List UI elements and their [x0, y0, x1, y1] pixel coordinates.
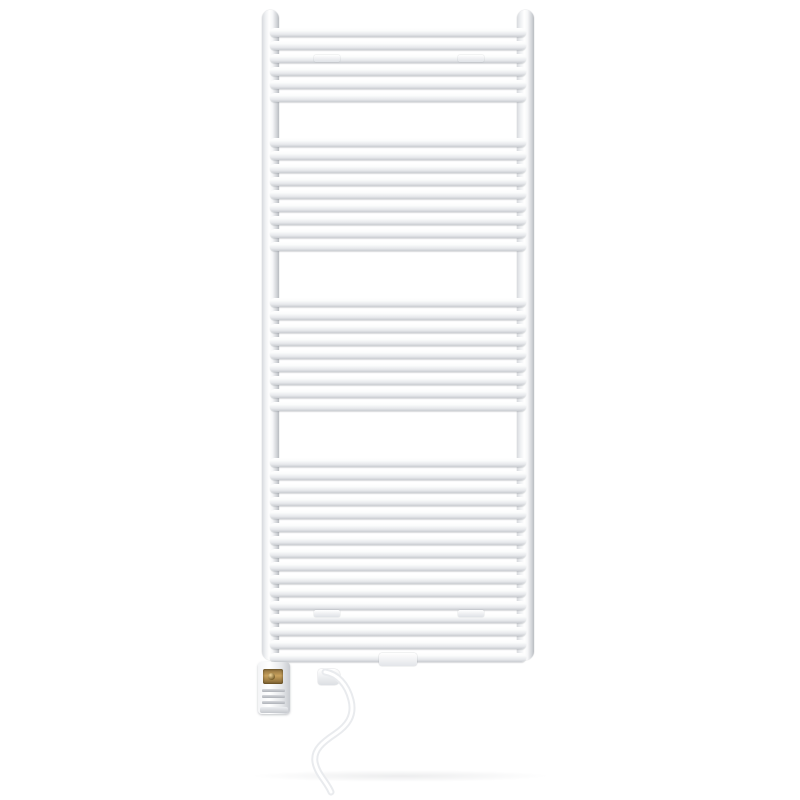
radiator-bar	[270, 376, 526, 385]
radiator-bar	[270, 151, 526, 160]
radiator-bar	[270, 54, 526, 63]
radiator-bar	[270, 549, 526, 558]
radiator-bar	[270, 298, 526, 307]
radiator-bar	[270, 350, 526, 359]
radiator-bar	[270, 93, 526, 102]
ground-shadow	[250, 770, 550, 782]
radiator-bar	[270, 203, 526, 212]
radiator-bar	[270, 177, 526, 186]
radiator-bar	[270, 627, 526, 636]
radiator-bar	[270, 402, 526, 411]
radiator-bar	[270, 640, 526, 649]
radiator-bar	[270, 216, 526, 225]
radiator-bar	[270, 484, 526, 493]
radiator-bar	[270, 471, 526, 480]
radiator-bar	[270, 614, 526, 623]
mounting-bracket	[458, 55, 484, 62]
mounting-bracket	[458, 610, 484, 617]
radiator-bar	[270, 80, 526, 89]
radiator-bar	[270, 497, 526, 506]
radiator-bar	[270, 311, 526, 320]
mounting-bracket	[314, 610, 340, 617]
radiator-bar	[270, 337, 526, 346]
radiator-bar	[270, 229, 526, 238]
bottom-centre-connector	[379, 653, 417, 666]
radiator-bar	[270, 190, 526, 199]
radiator-bar	[270, 536, 526, 545]
radiator-bar	[270, 28, 526, 37]
radiator-bar	[270, 575, 526, 584]
horizontal-bars-group	[270, 10, 526, 660]
heating-element-control-unit[interactable]	[258, 662, 290, 714]
radiator-bar	[270, 601, 526, 610]
radiator-bar	[270, 389, 526, 398]
radiator-bar	[270, 510, 526, 519]
radiator-bar	[270, 164, 526, 173]
vent-strip	[262, 689, 285, 692]
radiator-frame	[262, 10, 534, 660]
radiator-bar	[270, 458, 526, 467]
plug-connector	[318, 669, 340, 685]
radiator-bar	[270, 562, 526, 571]
element-base-cap	[260, 707, 288, 713]
radiator-bar	[270, 67, 526, 76]
radiator-bar	[270, 588, 526, 597]
radiator-bar	[270, 41, 526, 50]
radiator-bar	[270, 523, 526, 532]
radiator-bar	[270, 324, 526, 333]
radiator-bar	[270, 363, 526, 372]
mounting-bracket	[314, 55, 340, 62]
vent-strip	[262, 701, 285, 704]
radiator-bar	[270, 138, 526, 147]
vent-strip	[262, 695, 285, 698]
radiator-bar	[270, 242, 526, 251]
control-knob[interactable]	[268, 673, 275, 680]
scene-title	[0, 0, 1, 1]
